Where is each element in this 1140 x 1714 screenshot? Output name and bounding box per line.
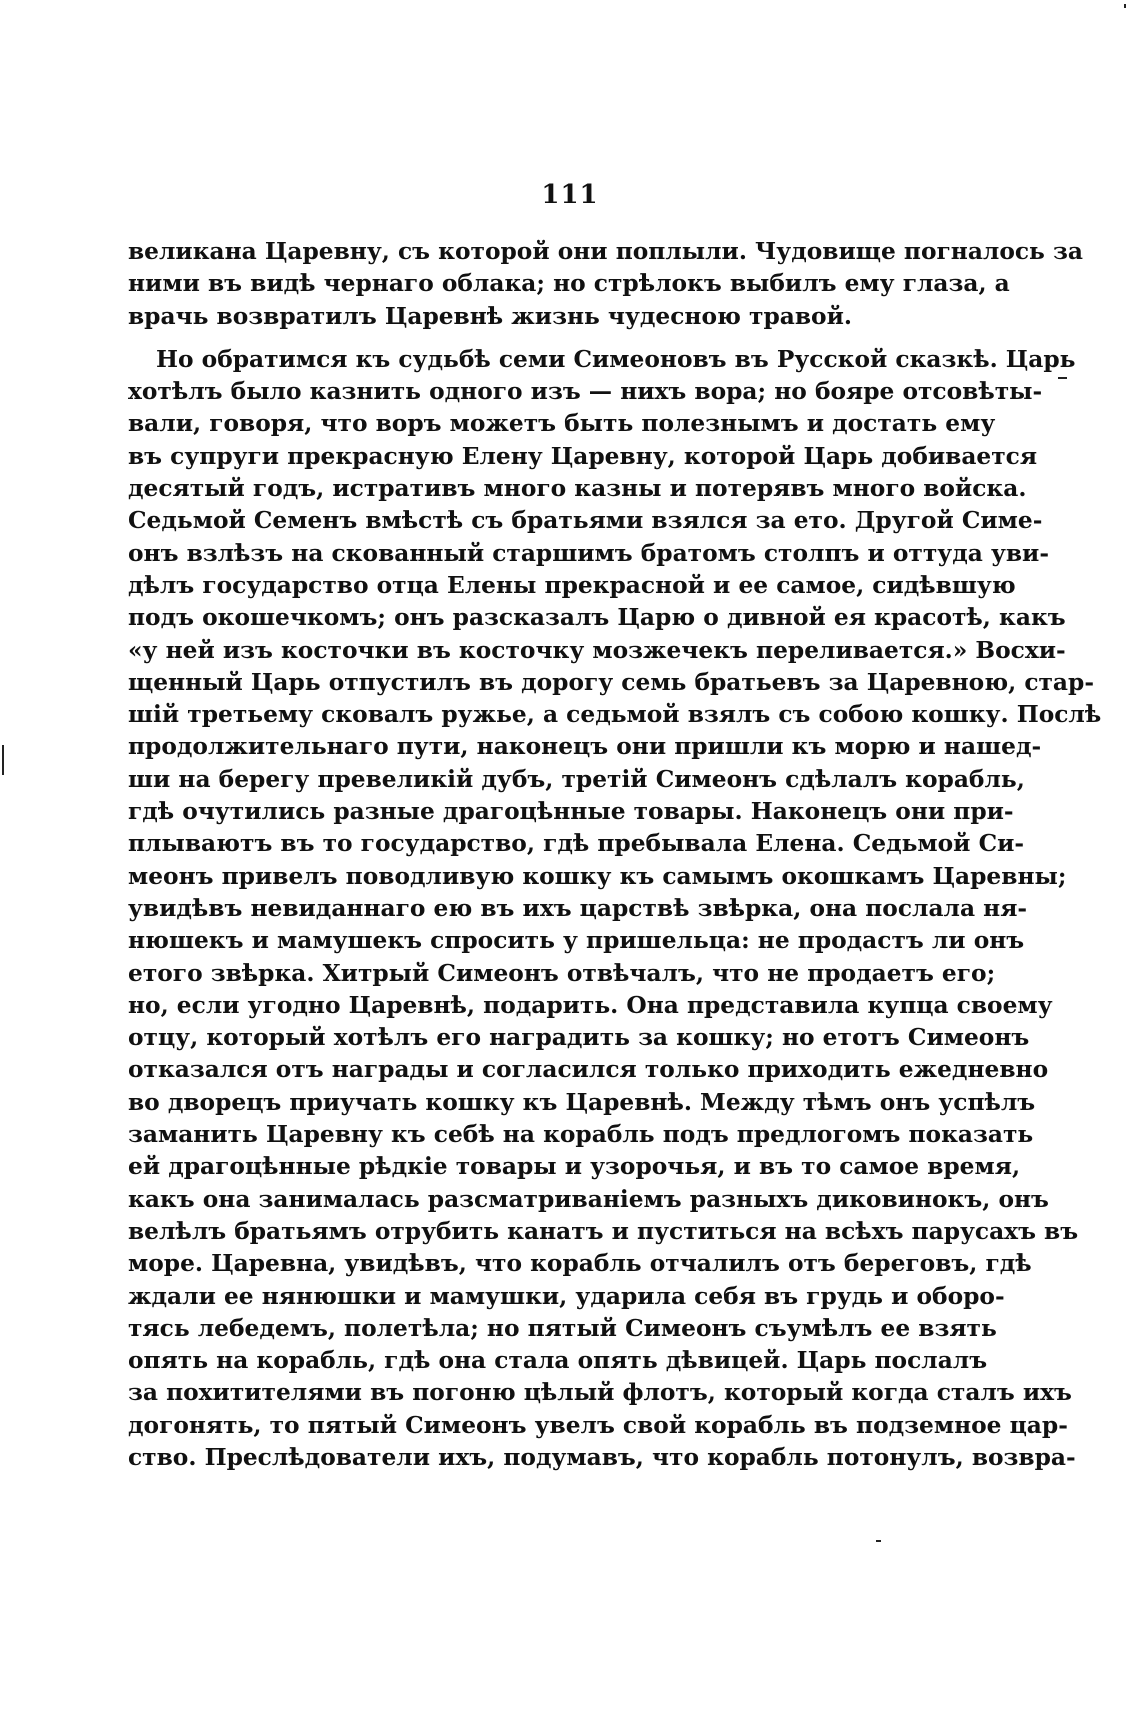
text-line: за похитителями въ погоню цѣлый флотъ, который когда сталъ ихъ xyxy=(128,1379,1072,1407)
paragraph-gap xyxy=(128,333,964,344)
text-line: увидѣвъ невиданнаго ею въ ихъ царствѣ звѣрка, она послала ня- xyxy=(128,894,1028,922)
text-line: ждали ее нянюшки и мамушки, ударила себя въ грудь и оборо- xyxy=(128,1282,1005,1310)
text-line: онъ взлѣзъ на скованный старшимъ братомъ столпъ и оттуда уви- xyxy=(128,539,1049,567)
text-line: ей драгоцѣнные рѣдкіе товары и узорочья, и въ то самое время, xyxy=(128,1153,1021,1181)
text-line: Но обратимся къ судьбѣ семи Симеоновъ въ Русской сказкѣ. Царь xyxy=(156,345,1076,373)
text-line: въ супруги прекрасную Елену Царевну, которой Царь добивается xyxy=(128,442,1038,470)
paragraph-1 xyxy=(128,236,1083,333)
text-line: меонъ привелъ поводливую кошку къ самымъ окошкамъ Царевны; xyxy=(128,862,1067,890)
text-line: во дворецъ приучать кошку къ Царевнѣ. Между тѣмъ онъ успѣлъ xyxy=(128,1088,1036,1116)
text-line: вали, говоря, что воръ можетъ быть полезнымъ и достать ему xyxy=(128,410,996,438)
scan-speck xyxy=(1124,4,1126,8)
text-line: ши на берегу превеликій дубъ, третій Симеонъ сдѣлалъ корабль, xyxy=(128,765,1025,793)
text-line: продолжительнаго пути, наконецъ они пришли къ морю и нашед- xyxy=(128,733,1042,761)
text-line: Седьмой Семенъ вмѣстѣ съ братьями взялся за ето. Другой Симе- xyxy=(128,507,1043,535)
text-line: опять на корабль, гдѣ она стала опять дѣвицей. Царь послалъ xyxy=(128,1347,988,1375)
text-line: десятый годъ, истративъ много казны и потерявъ много войска. xyxy=(128,475,1027,503)
text-line: отцу, который хотѣлъ его наградить за кошку; но етотъ Симеонъ xyxy=(128,1024,1030,1052)
text-line: тясь лебедемъ, полетѣла; но пятый Симеонъ съумѣлъ ее взять xyxy=(128,1314,997,1342)
text-line: шій третьему сковалъ ружье, а седьмой взялъ съ собою кошку. Послѣ xyxy=(128,701,1102,729)
text-line: етого звѣрка. Хитрый Симеонъ отвѣчалъ, что не продаетъ его; xyxy=(128,959,996,987)
text-line: море. Царевна, увидѣвъ, что корабль отчалилъ отъ береговъ, гдѣ xyxy=(128,1250,1032,1278)
text-line: но, если угодно Царевнѣ, подарить. Она представила купца своему xyxy=(128,991,1053,1019)
scan-speck xyxy=(2,745,4,775)
text-line: плываютъ въ то государство, гдѣ пребывала Елена. Седьмой Си- xyxy=(128,830,1025,858)
text-line: врачь возвратилъ Царевнѣ жизнь чудесною травой. xyxy=(128,302,852,330)
text-line: подъ окошечкомъ; онъ разсказалъ Царю о дивной ея красотѣ, какъ xyxy=(128,604,1066,632)
scan-speck xyxy=(876,1540,881,1542)
text-line: «у ней изъ косточки въ косточку мозжечекъ переливается.» Восхи- xyxy=(128,636,1066,664)
scan-speck xyxy=(1058,377,1067,379)
text-line: нюшекъ и мамушекъ спросить у пришельца: не продастъ ли онъ xyxy=(128,927,1025,955)
text-line: заманить Царевну къ себѣ на корабль подъ предлогомъ показать xyxy=(128,1121,1034,1149)
paragraph-2 xyxy=(128,344,1102,1474)
text-line: какъ она занималась разсматриваніемъ разныхъ диковинокъ, онъ xyxy=(128,1185,1049,1213)
text-line: щенный Царь отпустилъ въ дорогу семь братьевъ за Царевною, стар- xyxy=(128,668,1094,696)
text-line: догонять, то пятый Симеонъ увелъ свой корабль въ подземное цар- xyxy=(128,1411,1068,1439)
text-line: ство. Преслѣдователи ихъ, подумавъ, что корабль потонулъ, возвра- xyxy=(128,1443,1076,1471)
text-line: дѣлъ государство отца Елены прекрасной и ее самое, сидѣвшую xyxy=(128,571,1016,599)
text-line: велѣлъ братьямъ отрубить канатъ и пуститься на всѣхъ парусахъ въ xyxy=(128,1217,1079,1245)
text-line: ними въ видѣ чернаго облака; но стрѣлокъ выбилъ ему глаза, а xyxy=(128,270,1010,298)
text-line: гдѣ очутились разные драгоцѣнные товары. Наконецъ они при- xyxy=(128,798,1014,826)
body-text xyxy=(128,236,1102,1474)
page-number: 111 xyxy=(541,180,599,210)
text-line: великана Царевну, съ которой они поплыли. Чудовище погналось за xyxy=(128,238,1083,265)
text-line: хотѣлъ было казнить одного изъ — нихъ вора; но бояре отсовѣты- xyxy=(128,378,1043,406)
text-line: отказался отъ награды и согласился только приходить ежедневно xyxy=(128,1056,1049,1084)
